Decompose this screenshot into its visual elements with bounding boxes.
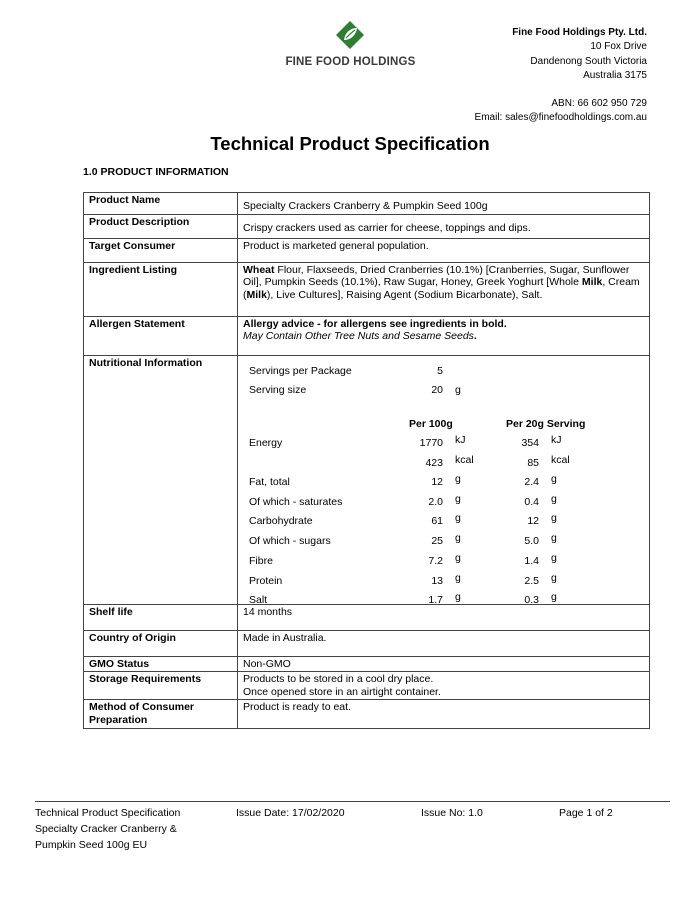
nutrient-unit: g [455,531,461,544]
nutrition-panel [238,355,650,604]
company-abn: ABN: 66 602 950 729 [551,98,647,110]
nutrient-name: Protein [249,574,283,587]
col-per-serving: Per 20g Serving [506,417,586,430]
table-row [84,355,650,604]
nutrient-per-100g: 1.7 [428,593,443,606]
logo-text: FINE FOOD HOLDINGS [285,56,416,68]
nutrient-per-100g: 12 [431,475,443,488]
nutrient-unit: g [455,511,461,524]
servings-value: 5 [437,364,443,377]
product-spec-table [83,192,650,729]
nutrition-grid [238,356,649,604]
nutrient-per-serving: 1.4 [524,554,539,567]
section-heading: 1.0 PRODUCT INFORMATION [83,166,229,178]
nutrient-unit-serving: g [551,551,557,564]
table-row [84,193,650,215]
storage-line: Products to be stored in a cool dry place. [243,673,434,686]
nutrient-unit-serving: g [551,571,557,584]
row-label: Method of Consumer Preparation [84,700,238,728]
company-logo [278,20,423,75]
nutrient-name: Fat, total [249,475,290,488]
document-title: Technical Product Specification [210,133,490,154]
table-row [84,630,650,656]
row-label: Product Description [84,214,238,238]
allergen-advice: Allergy advice - for allergens see ingredients in bold. [243,317,507,330]
nutrient-unit-serving: g [551,472,557,485]
servings-label: Servings per Package [249,364,352,377]
allergen-statement-value [238,316,650,355]
nutrient-unit: g [455,551,461,564]
table-row [84,672,650,700]
footer-issue-date: Issue Date: 17/02/2020 [236,807,345,819]
table-row [84,656,650,672]
energy-kj-20: 354 [521,436,539,449]
storage-value [238,672,650,700]
footer-divider [35,801,670,802]
gmo-value: Non-GMO [238,656,650,672]
serving-size-unit: g [455,383,461,396]
product-description-value: Crispy crackers used as carrier for cheese, toppings and dips. [238,214,650,238]
energy-kj-100: 1770 [419,436,443,449]
address-line: 10 Fox Drive [590,41,647,53]
energy-kj-unit-serving: kJ [551,433,562,446]
serving-size-value: 20 [431,383,443,396]
nutrient-per-serving: 5.0 [524,534,539,547]
nutrient-unit: g [455,492,461,505]
nutrient-per-100g: 25 [431,534,443,547]
nutrient-unit: g [455,571,461,584]
nutrient-unit: g [455,472,461,485]
target-consumer-value: Product is marketed general population. [238,238,650,262]
footer-doc-title: Technical Product Specification [35,807,181,819]
ingredient-listing-value: Wheat Flour, Flaxseeds, Dried Cranberries (10.1%) [Cranberries, Sugar, Sunflower Oil], Pumpkin Seeds (10.1%), Raw Sugar, Honey, Greek Yoghurt [Whole Milk, Cream (Milk), Live Cultures], Raising Agent (Sodium Bicarbonate), Salt. [238,262,650,316]
row-label: Ingredient Listing [84,262,238,316]
nutrient-per-serving: 0.3 [524,593,539,606]
nutrient-per-serving: 12 [527,514,539,527]
table-row [84,316,650,355]
nutrient-name: Carbohydrate [249,514,313,527]
company-email: Email: sales@finefoodholdings.com.au [474,112,647,124]
energy-kj-unit: kJ [455,433,466,446]
address-line: Dandenong South Victoria [530,55,647,67]
nutrient-per-100g: 7.2 [428,554,443,567]
product-name-value: Specialty Crackers Cranberry & Pumpkin Seed 100g [238,193,650,215]
row-label: Shelf life [84,604,238,630]
country-value: Made in Australia. [238,630,650,656]
nutrient-name: Salt [249,593,268,606]
row-label: Target Consumer [84,238,238,262]
nutrient-per-serving: 0.4 [524,495,539,508]
nutrient-name: Of which - sugars [249,534,331,547]
nutrient-per-100g: 61 [431,514,443,527]
footer-issue-no: Issue No: 1.0 [421,807,483,819]
footer-document [35,805,180,853]
nutrient-per-100g: 2.0 [428,495,443,508]
address-line: Australia 3175 [583,69,647,81]
table-row [84,238,650,262]
company-name: Fine Food Holdings Pty. Ltd. [512,27,647,38]
nutrient-unit-serving: g [551,531,557,544]
energy-label: Energy [249,436,283,449]
nutrient-unit-serving: g [551,492,557,505]
col-per-100g: Per 100g [409,417,453,430]
table-row [84,604,650,630]
nutrient-per-serving: 2.5 [524,574,539,587]
row-label: GMO Status [84,656,238,672]
footer-product-line: Specialty Cracker Cranberry & [35,823,177,835]
nutrient-per-serving: 2.4 [524,475,539,488]
energy-kcal-unit: kcal [455,453,474,466]
nutrient-unit-serving: g [551,511,557,524]
energy-kcal-20: 85 [527,456,539,469]
row-label: Product Name [84,193,238,215]
footer-product-line: Pumpkin Seed 100g EU [35,839,148,851]
storage-line: Once opened store in an airtight container. [243,685,441,698]
energy-kcal-100: 423 [425,456,443,469]
table-row [84,214,650,238]
row-label: Nutritional Information [84,355,238,604]
row-label: Storage Requirements [84,672,238,700]
row-label: Allergen Statement [84,316,238,355]
shelf-life-value: 14 months [238,604,650,630]
nutrient-per-100g: 13 [431,574,443,587]
footer-page-number: Page 1 of 2 [559,807,613,819]
may-contain: May Contain Other Tree Nuts and Sesame Seeds. [243,330,477,343]
nutrient-unit-serving: g [551,590,557,603]
energy-kcal-unit-serving: kcal [551,453,570,466]
nutrient-name: Fibre [249,554,273,567]
nutrient-unit: g [455,590,461,603]
company-address-block [475,26,647,126]
table-row [84,700,650,728]
serving-size-label: Serving size [249,383,307,396]
leaf-logo-icon [335,20,365,54]
preparation-value: Product is ready to eat. [238,700,650,728]
nutrient-name: Of which - saturates [249,495,343,508]
table-row [84,262,650,316]
row-label: Country of Origin [84,630,238,656]
